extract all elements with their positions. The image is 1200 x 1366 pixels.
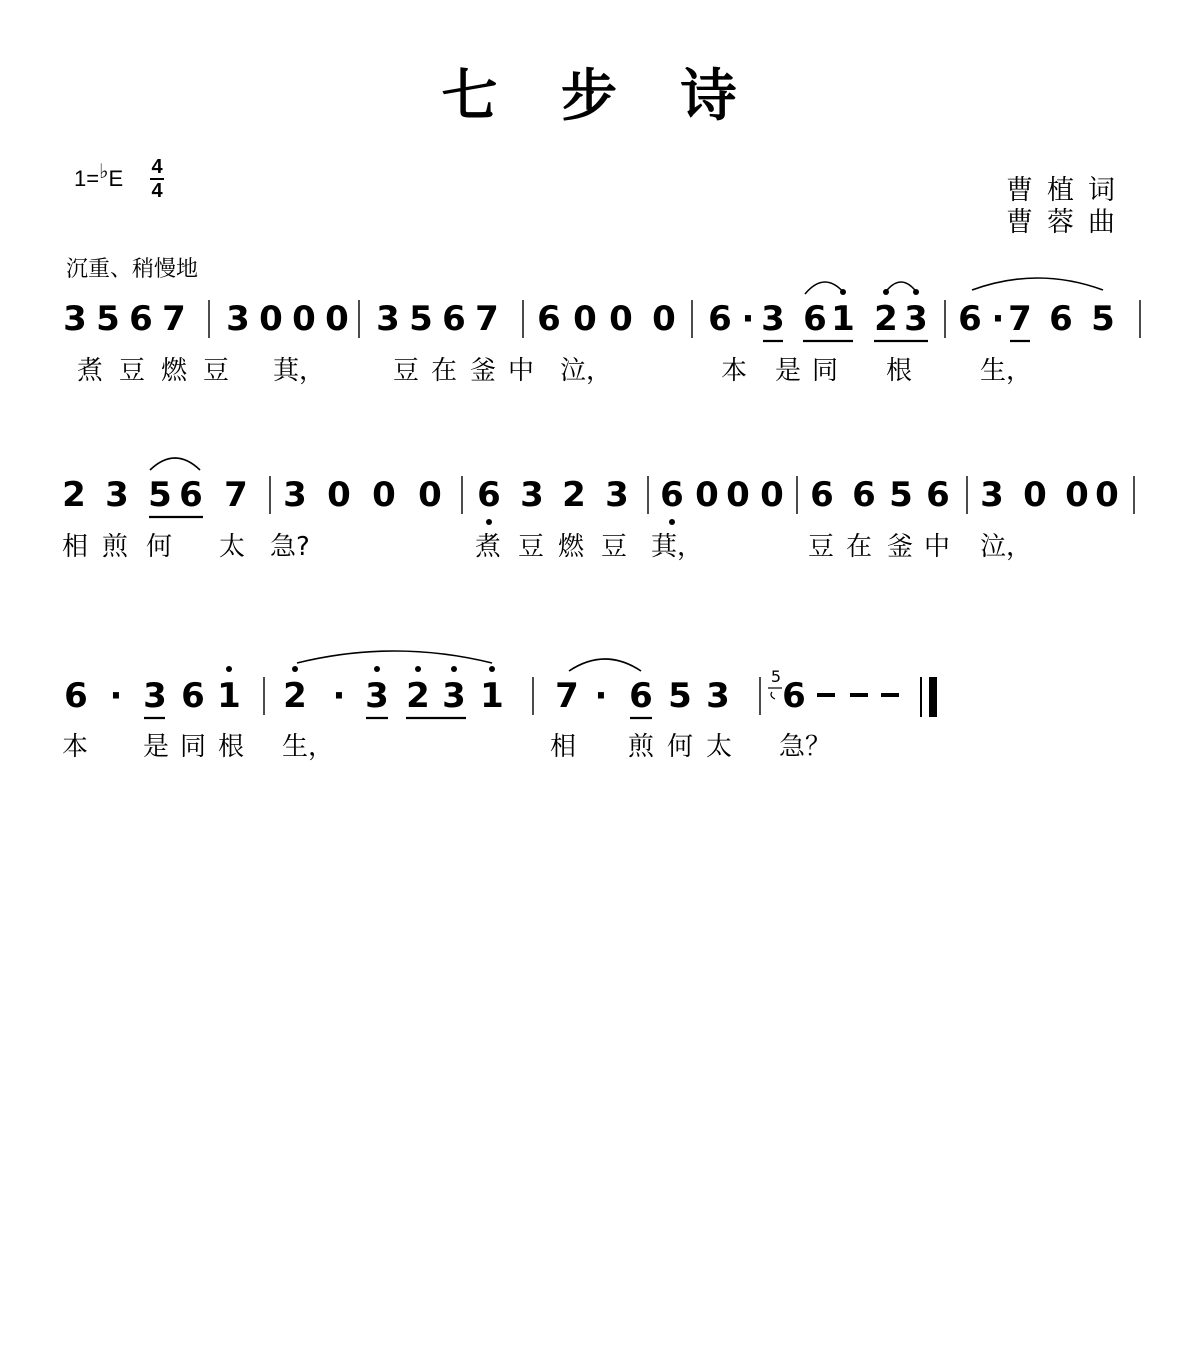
slur (884, 282, 918, 294)
lyric: 根 (886, 356, 913, 386)
note: 6 (179, 475, 203, 515)
lyric: 釜 (887, 532, 914, 562)
note: 6 (660, 475, 684, 515)
octave-dot-high (226, 666, 232, 672)
grace-note: 5 (770, 667, 782, 686)
lyric: 煮 (475, 532, 502, 562)
octave-dot-high (415, 666, 421, 672)
note: 5 (668, 676, 692, 716)
octave-dot-low (486, 519, 492, 525)
note: 3 (605, 475, 629, 515)
note: 6 (64, 676, 88, 716)
note: 3 (706, 676, 730, 716)
slur (150, 458, 200, 470)
note: 3 (63, 299, 87, 339)
lyric: 在 (431, 356, 458, 386)
lyric: 根 (218, 732, 245, 762)
lyric: 豆 (119, 356, 146, 386)
note: 2 (874, 299, 898, 339)
final-barline-thick (929, 677, 937, 717)
lyric: 本 (62, 732, 89, 762)
note: 6 (537, 299, 561, 339)
time-numerator: 4 (151, 156, 163, 178)
flat-sign: ♭ (99, 161, 109, 183)
note: 6 (442, 299, 466, 339)
lyric: 何 (146, 532, 173, 562)
note: 1 (217, 676, 241, 716)
slur (805, 282, 845, 294)
octave-dot-high (489, 666, 495, 672)
note: 0 (292, 299, 316, 339)
lyric: 豆 (601, 532, 628, 562)
note: 6 (803, 299, 827, 339)
note: 6 (477, 475, 501, 515)
lyric: 釜 (470, 356, 497, 386)
lyric: 泣， (560, 356, 613, 386)
note: 0 (418, 475, 442, 515)
grace-slur (771, 692, 775, 699)
note: 0 (609, 299, 633, 339)
note: 0 (652, 299, 676, 339)
slur (569, 659, 641, 671)
lyric: 相 (62, 532, 89, 562)
note: 0 (1065, 475, 1089, 515)
note: 6 (708, 299, 732, 339)
note: 5 (889, 475, 913, 515)
lyric: 萁， (273, 356, 326, 386)
lyric: 萁， (651, 532, 704, 562)
lyric: 急? (270, 532, 310, 562)
lyric: 相 (550, 732, 577, 762)
note: 3 (904, 299, 928, 339)
note: 6 (1049, 299, 1073, 339)
key-note: E (108, 166, 124, 191)
note: 5 (1091, 299, 1115, 339)
lyric: 同 (180, 732, 207, 762)
note: 0 (327, 475, 351, 515)
note: 7 (555, 676, 579, 716)
octave-dot-high (451, 666, 457, 672)
slur (297, 651, 492, 663)
octave-dot-high (374, 666, 380, 672)
note: 2 (283, 676, 307, 716)
lyric: 豆 (393, 356, 420, 386)
lyric: 煮 (77, 356, 104, 386)
note: 6 (181, 676, 205, 716)
note: 3 (376, 299, 400, 339)
note: 3 (365, 676, 389, 716)
note: 3 (105, 475, 129, 515)
key-prefix: 1= (74, 166, 100, 191)
note: 0 (760, 475, 784, 515)
note: 3 (143, 676, 167, 716)
note: 0 (259, 299, 283, 339)
note: · (332, 676, 346, 716)
note: 6 (810, 475, 834, 515)
lyricist-credit: 曹植词 (1006, 175, 1129, 206)
note: 7 (475, 299, 499, 339)
lyric: 太 (219, 532, 246, 562)
lyric: 在 (846, 532, 873, 562)
lyric: 豆 (203, 356, 230, 386)
note: 6 (129, 299, 153, 339)
note: 6 (782, 676, 806, 716)
note: 7 (162, 299, 186, 339)
lyric: 何 (667, 732, 694, 762)
note: 6 (852, 475, 876, 515)
lyric: 是 (143, 732, 170, 762)
lyric: 同 (812, 356, 839, 386)
note: 3 (761, 299, 785, 339)
note: 2 (406, 676, 430, 716)
composer-credit: 曹蓉曲 (1006, 207, 1129, 238)
slur (972, 278, 1103, 290)
note: 1 (831, 299, 855, 339)
octave-dot-high (292, 666, 298, 672)
lyric: 本 (721, 356, 748, 386)
note: · (109, 676, 123, 716)
lyric: 燃 (558, 532, 585, 562)
lyric: 太 (706, 732, 733, 762)
note: 5 (409, 299, 433, 339)
note: 0 (695, 475, 719, 515)
note: 3 (226, 299, 250, 339)
lyric: 生， (282, 732, 335, 762)
lyric: 急？ (779, 732, 832, 762)
note: · (741, 299, 755, 339)
lyric: 豆 (808, 532, 835, 562)
song-title: 七 步 诗 (441, 64, 759, 129)
note: 5 (96, 299, 120, 339)
note: 0 (372, 475, 396, 515)
lyric: 中 (924, 532, 951, 562)
note: 7 (1008, 299, 1032, 339)
note: 3 (442, 676, 466, 716)
note: 7 (224, 475, 248, 515)
note: 2 (562, 475, 586, 515)
note: · (594, 676, 608, 716)
note: 3 (520, 475, 544, 515)
time-denominator: 4 (151, 180, 163, 202)
note: 5 (148, 475, 172, 515)
note: 0 (1095, 475, 1119, 515)
note: 0 (325, 299, 349, 339)
lyric: 泣， (980, 532, 1033, 562)
note: 1 (480, 676, 504, 716)
note: 3 (980, 475, 1004, 515)
lyric: 是 (775, 356, 802, 386)
lyric: 煎 (628, 732, 655, 762)
tempo-marking: 沉重、稍慢地 (66, 257, 199, 282)
octave-dot-low (669, 519, 675, 525)
note: 6 (926, 475, 950, 515)
note: 0 (1023, 475, 1047, 515)
lyric: 中 (508, 356, 535, 386)
note: · (991, 299, 1005, 339)
note: 2 (62, 475, 86, 515)
lyric: 生， (980, 356, 1033, 386)
lyric: 煎 (102, 532, 129, 562)
note: 6 (958, 299, 982, 339)
note: 6 (629, 676, 653, 716)
note: 0 (726, 475, 750, 515)
note: 3 (283, 475, 307, 515)
note: 0 (573, 299, 597, 339)
lyric: 燃 (161, 356, 188, 386)
lyric: 豆 (518, 532, 545, 562)
